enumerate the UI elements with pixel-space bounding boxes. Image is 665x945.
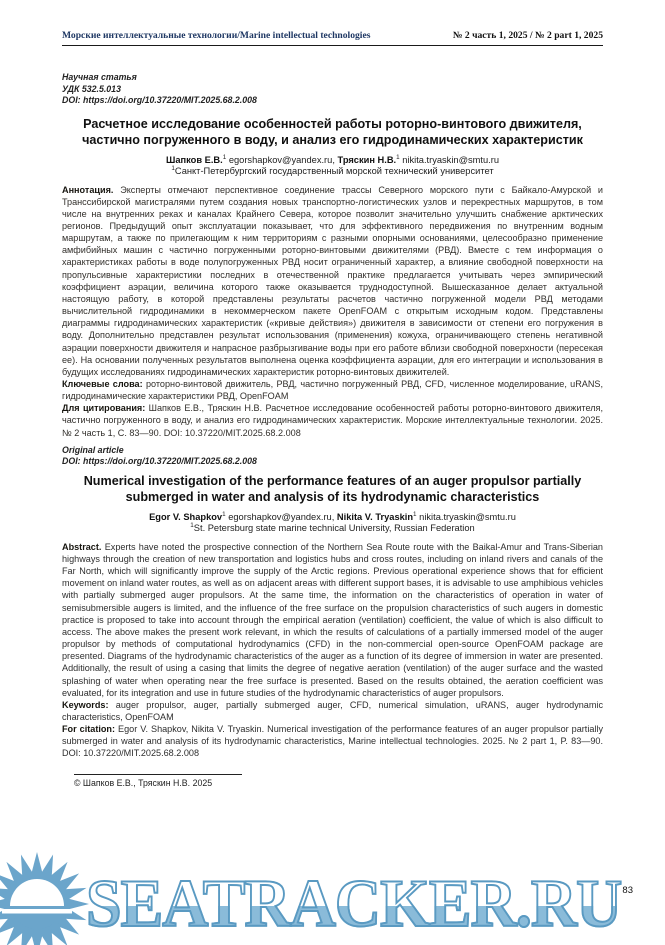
abstract-block-ru [62,184,603,439]
article-type-ru: Научная статья [62,72,137,82]
udc-code: УДК 532.5.013 [62,83,121,94]
affiliation-sup: 1 [171,164,175,172]
author-affiliation-sup: 1 [222,510,226,518]
abstract-en [62,541,603,699]
copyright-rule [74,774,242,775]
authors-en [62,512,603,522]
doi-ru: DOI: https://doi.org/10.37220/MIT.2025.68.2.008 [62,95,257,105]
author-name: Egor V. Shapkov [149,511,223,522]
citation-text-ru: Шапков Е.В., Тряскин Н.В. Расчетное исследование особенностей работы роторно-винтового движителя, частично погруженного в воду, и анализ его гидродинамических характеристик. Морские интеллектуальные технологии. 2025. № 2 часть 1, С. 83—90. DOI: 10.37220/MIT.2025.68.2.008 [62,403,603,438]
author-email: nikita.tryaskin@smtu.ru [402,154,500,165]
article-meta-ru [62,72,603,107]
author-name: Шапков Е.В. [165,154,223,165]
author-affiliation-sup: 1 [396,153,400,161]
author-name: Тряскин Н.В. [337,154,397,165]
keywords-label-en: Keywords: [62,699,109,710]
abstract-block-en [62,541,603,760]
sun-logo-icon [0,849,92,945]
keywords-en [62,699,603,723]
affiliation-en-text: St. Petersburg state marine technical University, Russian Federation [193,522,475,533]
affiliation-ru-text: Санкт-Петербургский государственный морской технический университет [174,165,494,176]
title-ru: Расчетное исследование особенностей работы роторно-винтового движителя, частично погруженного в воду, и анализ его гидродинамических характеристик [82,116,583,147]
citation-en [62,723,603,759]
citation-text-en: Egor V. Shapkov, Nikita V. Tryaskin. Numerical investigation of the performance features of an auger propulsor partially submerged in water and analysis of its hydrodynamic characteristics, Marine intellectual technologies. 2025. № 2 part 1, P. 83—90. DOI: 10.37220/MIT.2025.68.2.008 [62,724,603,759]
author-affiliation-sup: 1 [413,510,417,518]
keywords-text-en: auger propulsor, auger, partially submerged auger, CFD, numerical simulation, uRANS, auger hydrodynamic characteristics, OpenFOAM [62,699,604,722]
authors-ru [62,155,603,165]
abstract-label-en: Abstract. [62,541,102,552]
keywords-text-ru: роторно-винтовой движитель, РВД, частично погруженный РВД, CFD, численное моделирование, uRANS, гидродинамические характеристики РВД, OpenFOAM [62,379,603,402]
copyright-line: © Шапков Е.В., Тряскин Н.В. 2025 [74,777,213,788]
abstract-text-ru: Эксперты отмечают перспективное соединение трассы Северного морского пути с Байкало-Амурской и Транссибирской магистралями путем создания новых транспортно-логистических узлов и перекрестных маршрутов, в том числе на внутренних реках и каналах Крайнего Севера, которое позволит значительно улучшить снабжение арктических регионов. Предыдущий опыт эксплуатации показывает, что для эффективного передвижения по внутренним водным маршрутам, а также по прилегающим к ним территориям с разными опорными основаниями, целесообразно применение амфибийных машин с частично погруженными роторно-винтовыми движителями (РВД). Вместе с тем информация о характеристиках работы в воде полупогруженных РВД носит ограниченный характер, а влияние свободной поверхности на пропульсивные характеристики последних в отечественной практике предлагается учитывать через эмпирический коэффициент аэрации, величина которого также оказывается труднодоступной. Вышесказанное делает актуальной настоящую работу, в которой представлены результаты расчетов частично погруженной модели РВД методами вычислительной гидродинамики в некоммерческом пакете OpenFOAM с открытым исходным кодом. Представлены диаграммы гидродинамических характеристик («кривые действия») движителя в зависимости от степени его погружения в воду. Дополнительно представлен результат использования (применения) кожуха, ограничивающего степень негативной аэрации поверхности движителя и напрасное разбрызгивание воды при его работе вблизи свободной поверхности (пересекая ее). На основании полученных результатов выполнена оценка коэффициента аэрации, для его интеграции и использования в будущих исследованиях гидродинамических характеристик роторно-винтовых движителей. [62,184,603,377]
article-meta-en [62,445,603,468]
doi-en: DOI: https://doi.org/10.37220/MIT.2025.68.2.008 [62,456,257,467]
citation-ru [62,402,603,438]
author-name: Nikita V. Tryaskin [336,511,414,522]
title-en: Numerical investigation of the performance features of an auger propulsor partially submerged in water and analysis of its hydrodynamic characteristics [83,473,582,504]
watermark-text: SEATRACKER.RU [86,865,622,941]
article-type-en: Original article [62,444,124,455]
abstract-ru [62,184,603,379]
citation-label-en: For citation: [62,724,116,735]
keywords-ru [62,378,603,402]
citation-label-ru: Для цитирования: [62,403,146,414]
author-email: nikita.tryaskin@smtu.ru [419,511,516,522]
page-number: 83 [622,885,633,896]
journal-header [62,30,603,46]
abstract-label-ru: Аннотация. [62,184,114,195]
affiliation-ru [62,166,603,176]
author-affiliation-sup: 1 [222,153,227,161]
abstract-text-en: Experts have noted the prospective connection of the Northern Sea Route route with the Baikal-Amur and Trans-Siberian highways through the creation of new transportation and logistics hubs and cross routes, including on inland rivers and canals of the Far North, which will significantly improve the supply of the Arctic regions. Previous operational experience shows that for efficient movement on inland water routes, as well as on adjacent areas with different support bases, it is advisable to use amphibious vehicles with partially submerged auger propulsors. At the same time, the information on the characteristics of operation in water of semisubmersible augers is limited, and the influence of the free surface on the propulsion characteristics of such augers in domestic practice is proposed to take into account through the empirical aeration (ventilation) coefficient, the value of which is also difficult to access. The above makes the present work relevant, in which the results of calculations of a partially immersed model of the auger propulsor by methods of computational hydrodynamics (CFD) in the non-commercial open-source OpenFOAM package are presented. Diagrams of the hydrodynamic characteristics of the auger as a function of its degree of immersion in water are presented. Additionally, the result of using a casing that limits the degree of negative aeration (ventilation) of the auger surface and the wasted splashing of water when operating near the free surface is presented. Based on the results obtained, the aeration coefficient was evaluated, for its integration and use in future studies of the hydrodynamic characteristics of auger propulsors. [62,541,603,698]
author-email: egorshapkov@yandex.ru, [228,511,335,522]
seatracker-watermark [0,827,665,945]
journal-name: Морские интеллектуальные технологии/Marine intellectual technologies [62,30,371,41]
keywords-label-ru: Ключевые слова: [62,379,143,389]
journal-issue: № 2 часть 1, 2025 / № 2 part 1, 2025 [452,30,603,41]
page-content [0,30,665,788]
author-email: egorshapkov@yandex.ru, [228,154,335,165]
affiliation-sup: 1 [190,521,194,529]
affiliation-en [62,523,603,533]
